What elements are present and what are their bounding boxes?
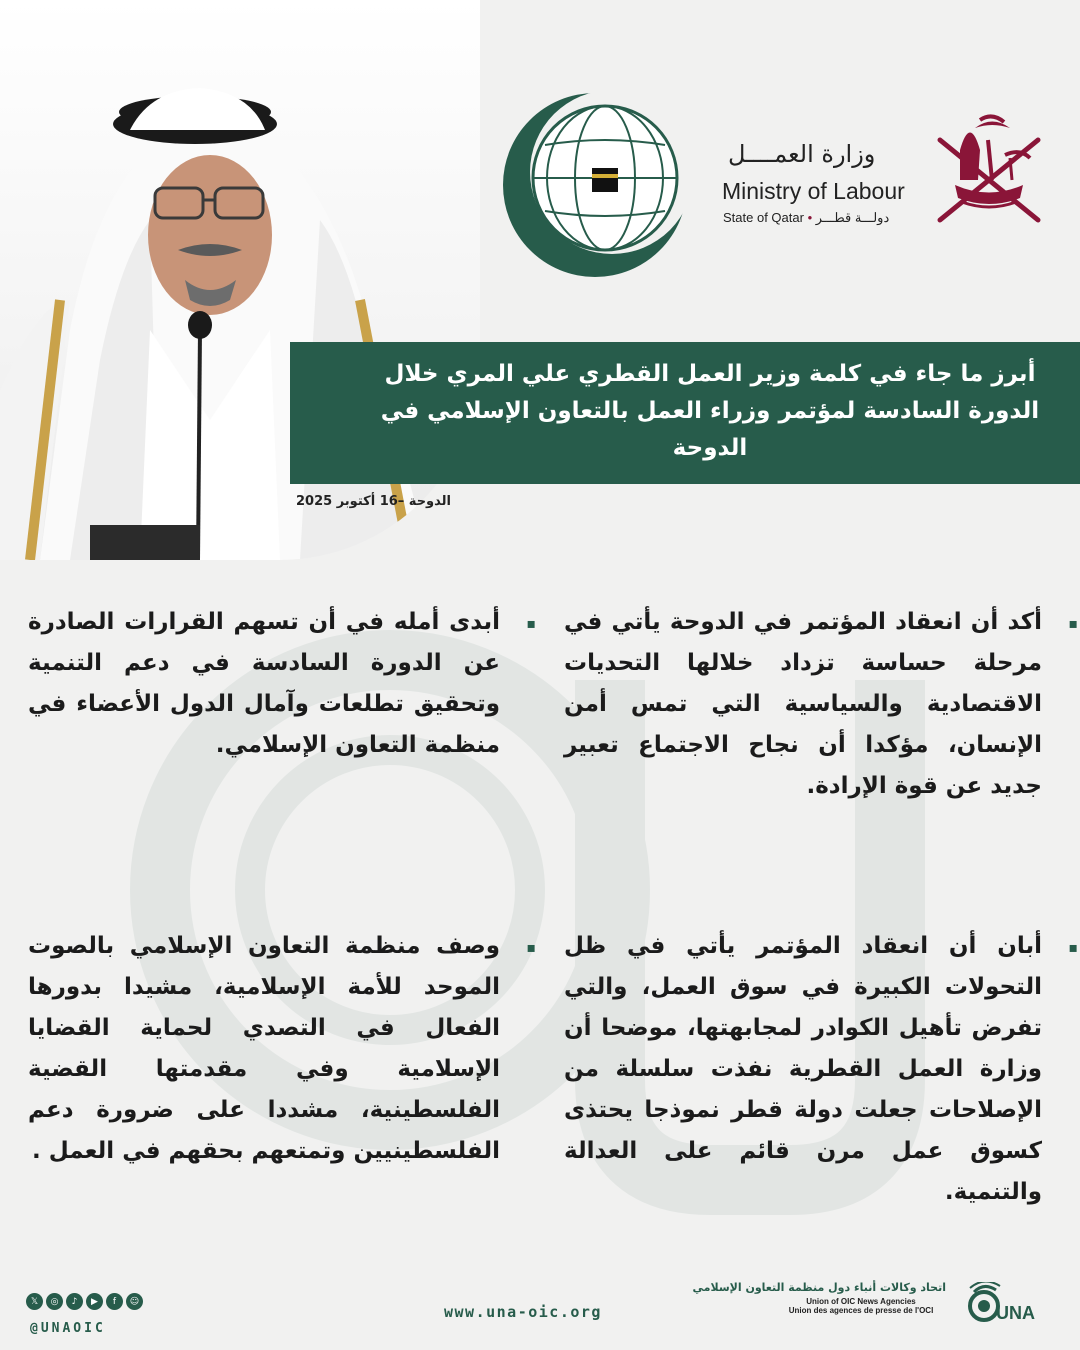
website-link[interactable]: www.una-oic.org <box>444 1303 602 1321</box>
state-label: State of Qatar • دولـــة قطـــر <box>723 210 890 225</box>
union-name-en: Union of OIC News Agencies <box>806 1297 916 1306</box>
facebook-icon[interactable]: f <box>106 1293 123 1310</box>
union-name-ar: اتحاد وكالات أنباء دول منظمة التعاون الإسلامي <box>692 1281 946 1294</box>
union-of-oic-news-agencies <box>692 1281 946 1315</box>
title-banner <box>290 342 1080 484</box>
state-name-ar: دولـــة قطـــر <box>815 210 890 225</box>
social-handle: @UNAOIC <box>30 1321 106 1336</box>
una-label: UNA <box>996 1303 1035 1323</box>
tiktok-icon[interactable]: ♪ <box>66 1293 83 1310</box>
ministry-name-en: Ministry of Labour <box>722 178 905 204</box>
bullet-point-4: ▪ وصف منظمة التعاون الإسلامي بالصوت الموحد للأمة الإسلامية، مشيدا بدورها الفعال في التصدي لحماية القضايا الإسلامية وفي مقدمتها القضية الفلسطينية، مشددا على ضرورة دعم الفلسطينيين وتمتعهم بحقهم في العمل . <box>28 926 500 1172</box>
social-icons <box>26 1293 143 1310</box>
instagram-icon[interactable]: ◎ <box>46 1293 63 1310</box>
headline: أبرز ما جاء في كلمة وزير العمل القطري علي المري خلال الدورة السادسة لمؤتمر وزراء العمل بالتعاون الإسلامي في الدوحة <box>380 361 1040 461</box>
oic-logo <box>500 90 690 280</box>
union-name-fr: Union des agences de presse de l'OCI <box>788 1306 934 1315</box>
qatar-emblem-icon <box>930 110 1048 230</box>
dateline: الدوحة –16 أكتوبر 2025 <box>296 494 451 509</box>
youtube-icon[interactable]: ▶ <box>86 1293 103 1310</box>
ministry-name-ar: وزارة العمــــل <box>728 140 876 168</box>
x-icon[interactable]: 𝕏 <box>26 1293 43 1310</box>
bullet-point-2: ▪ أبدى أمله في أن تسهم القرارات الصادرة عن الدورة السادسة في دعم التنمية وتحقيق تطلعات وآمال الدول الأعضاء في منظمة التعاون الإسلامي. <box>28 602 500 766</box>
bullet-point-1: ▪ أكد أن انعقاد المؤتمر في الدوحة يأتي في مرحلة حساسة تزداد خلالها التحديات الاقتصادية والسياسية التي تمس أمن الإنسان، مؤكدا أن نجاح الاجتماع تعبير جديد عن قوة الإرادة. <box>564 602 1042 807</box>
bullet-point-3: ▪ أبان أن انعقاد المؤتمر يأتي في ظل التحولات الكبيرة في سوق العمل، والتي تفرض تأهيل الكوادر لمجابهتها، موضحا أن وزارة العمل القطرية نفذت سلسلة من الإصلاحات جعلت دولة قطر نموذجا يحتذى كسوق عمل مرن قائم على العدالة والتنمية. <box>564 926 1042 1213</box>
state-name-en: State of Qatar <box>723 210 804 225</box>
snapchat-icon[interactable]: ☺ <box>126 1293 143 1310</box>
